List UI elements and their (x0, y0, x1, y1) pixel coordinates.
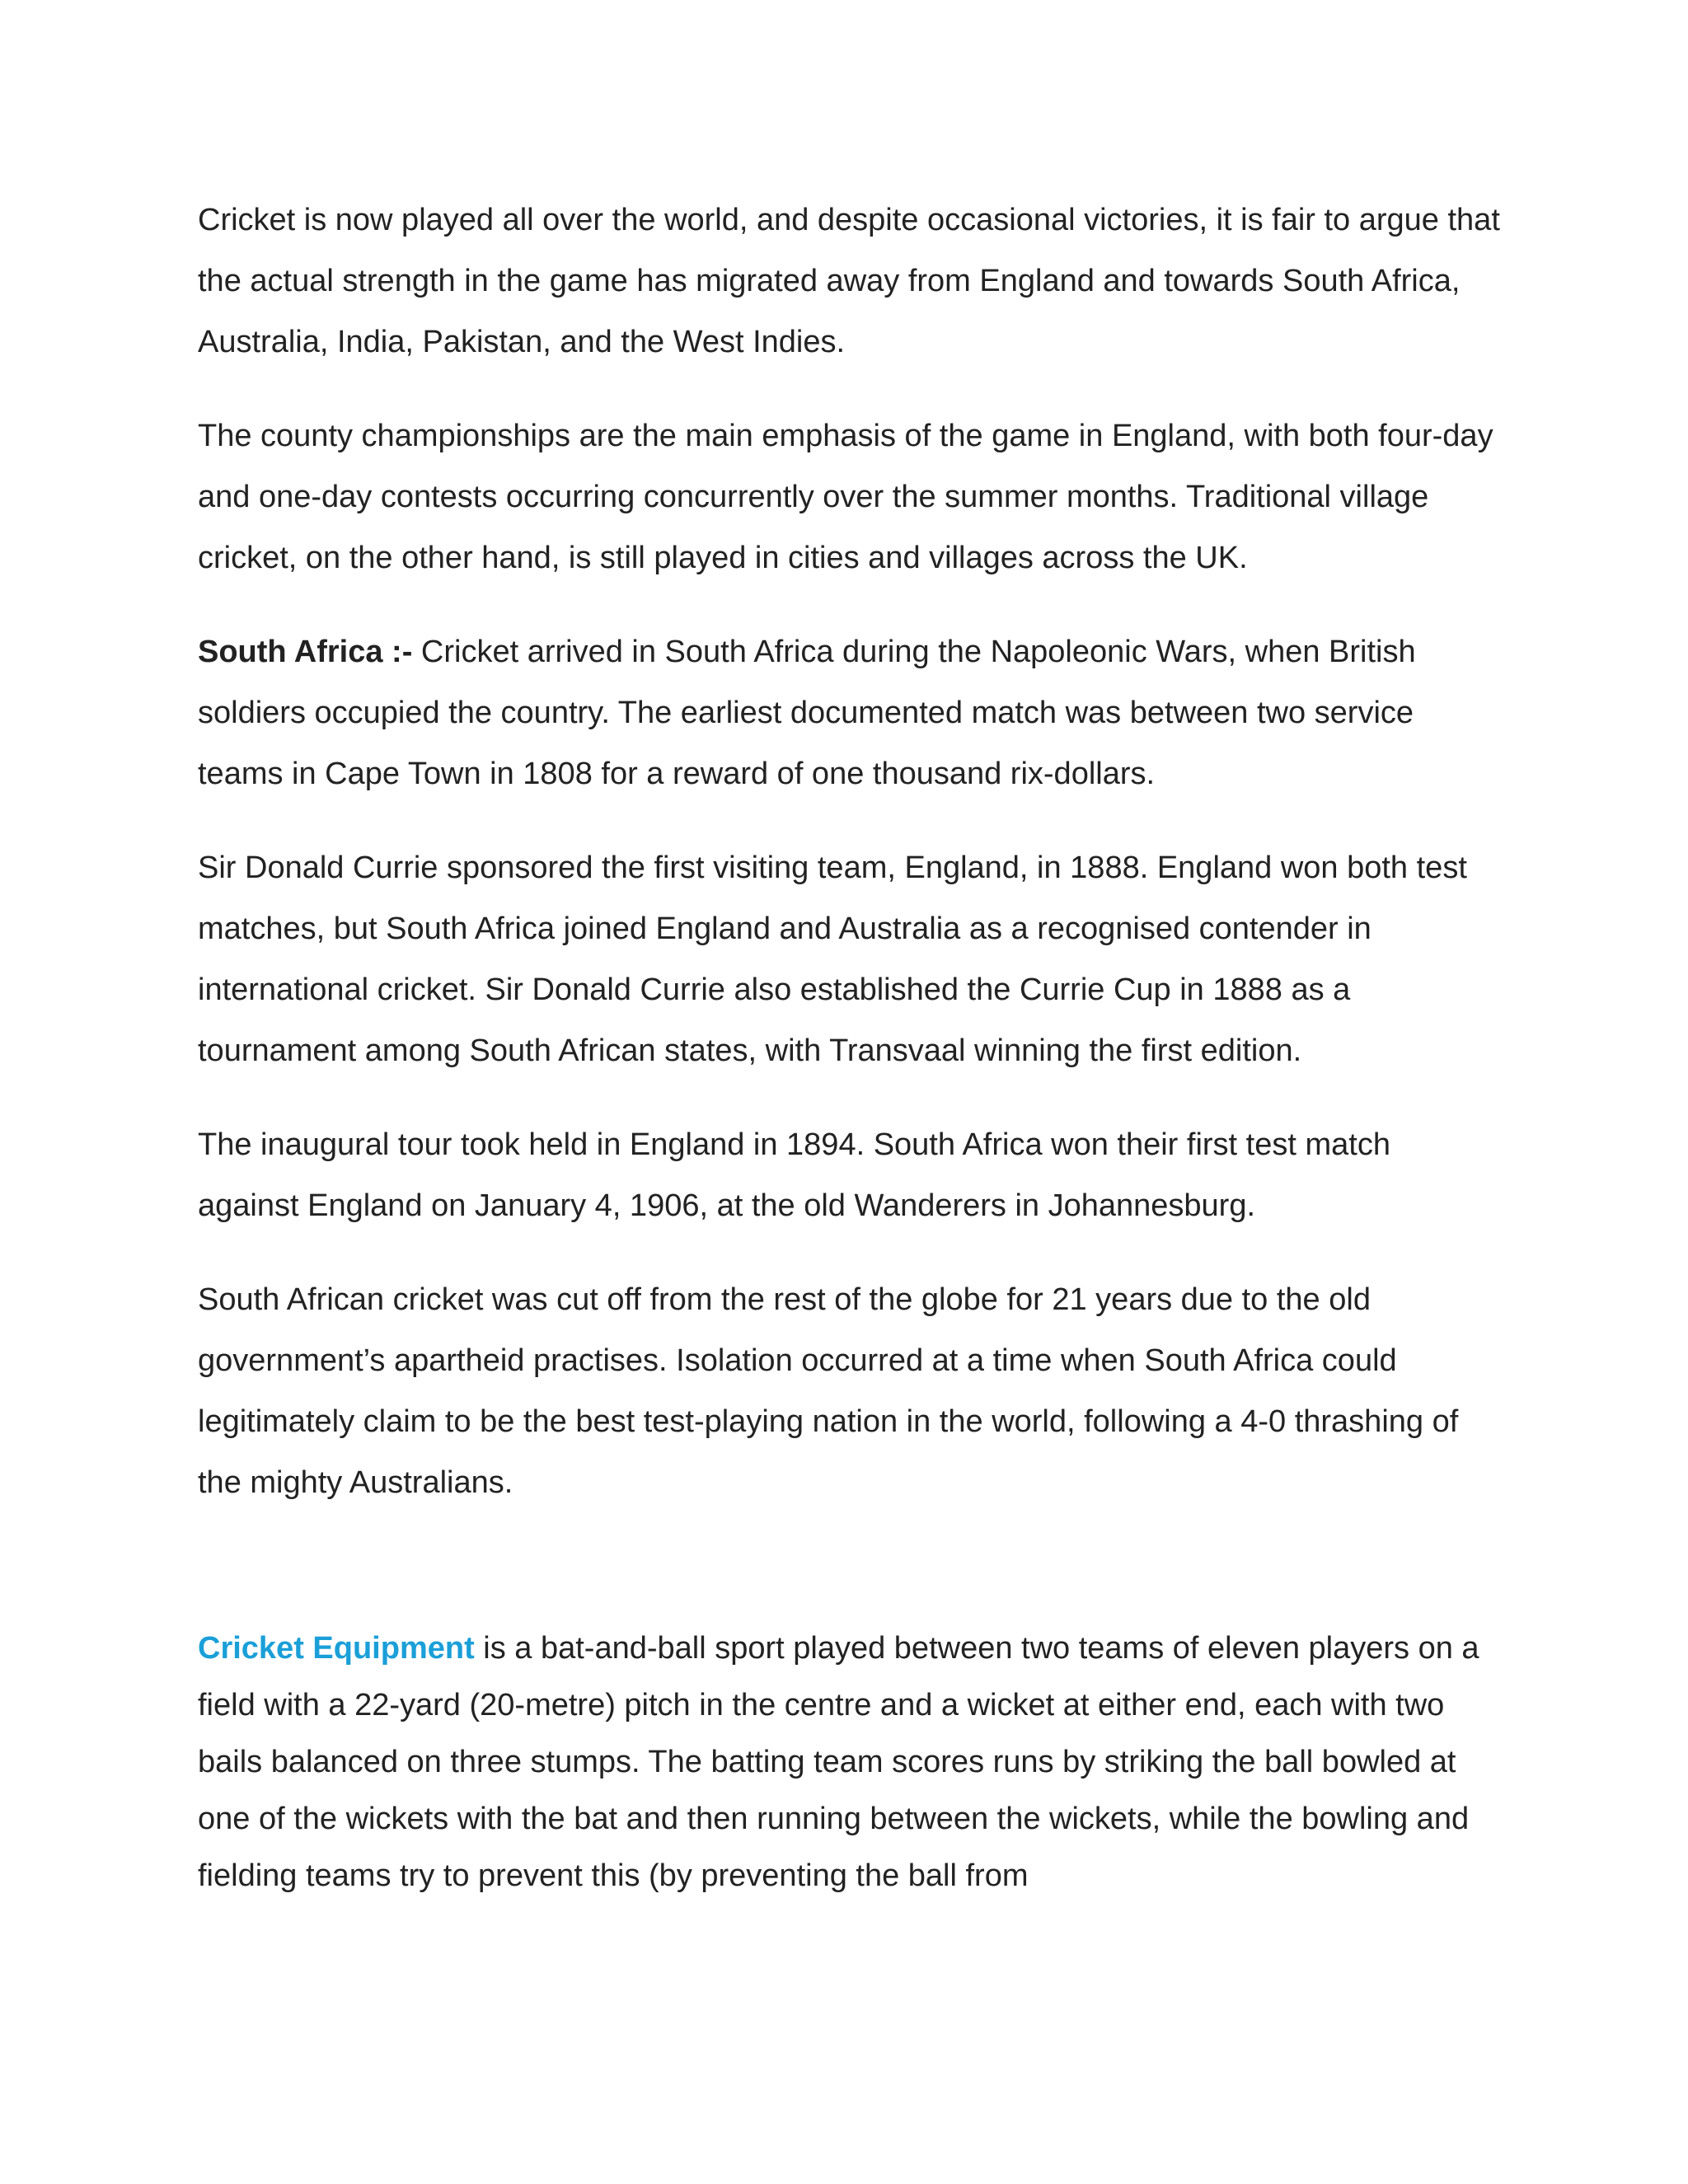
paragraph-south-africa-intro (198, 621, 1500, 804)
paragraph-text: The inaugural tour took held in England in 1894. South Africa won their first test match against England on January 4, 1906, at the old Wanderers in Johannesburg. (198, 1127, 1390, 1223)
document-body (198, 190, 1500, 1938)
paragraph-text: Cricket arrived in South Africa during the Napoleonic Wars, when British soldiers occupied the country. The earliest documented match was between two service teams in Cape Town in 1808 for a reward of one thousand rix-dollars. (198, 635, 1416, 791)
paragraph-text: Cricket is now played all over the world, and despite occasional victories, it is fair to argue that the actual strength in the game has migrated away from England and towards South Africa, Australia, India, Pakistan, and the West Indies. (198, 203, 1500, 359)
cricket-equipment-link[interactable]: Cricket Equipment (198, 1631, 475, 1666)
paragraph-text: is a bat-and-ball sport played between two teams of eleven players on a field with a 22-yard (20-metre) pitch in the centre and a wicket at either end, each with two bails balanced on three stumps. The batting team scores runs by striking the ball bowled at one of the wickets with the bat and then running between the wickets, while the bowling and fielding teams try to prevent this (by preventing the ball from (198, 1631, 1479, 1893)
paragraph-county-championships (198, 405, 1500, 588)
paragraph-text: South African cricket was cut off from the rest of the globe for 21 years due to the old government’s apartheid practises. Isolation occurred at a time when South Africa could legitimately claim to be the best test-playing nation in the world, following a 4-0 thrashing of the mighty Australians. (198, 1282, 1459, 1500)
section-heading-south-africa: South Africa :- (198, 635, 413, 669)
paragraph-inaugural-tour (198, 1114, 1500, 1236)
paragraph-text: The county championships are the main emphasis of the game in England, with both four-day and one-day contests occurring concurrently over the summer months. Traditional village cricket, on the other hand, is still played in cities and villages across the UK. (198, 419, 1493, 575)
paragraph-cricket-worldwide (198, 190, 1500, 373)
paragraph-text: Sir Donald Currie sponsored the first visiting team, England, in 1888. England won both test matches, but South Africa joined England and Australia as a recognised contender in international cricket. Sir Donald Currie also established the Currie Cup in 1888 as a tournament among South African states, with Transvaal winning the first edition. (198, 851, 1467, 1068)
paragraph-apartheid-isolation (198, 1269, 1500, 1513)
paragraph-donald-currie (198, 837, 1500, 1081)
paragraph-cricket-equipment (198, 1620, 1500, 1905)
